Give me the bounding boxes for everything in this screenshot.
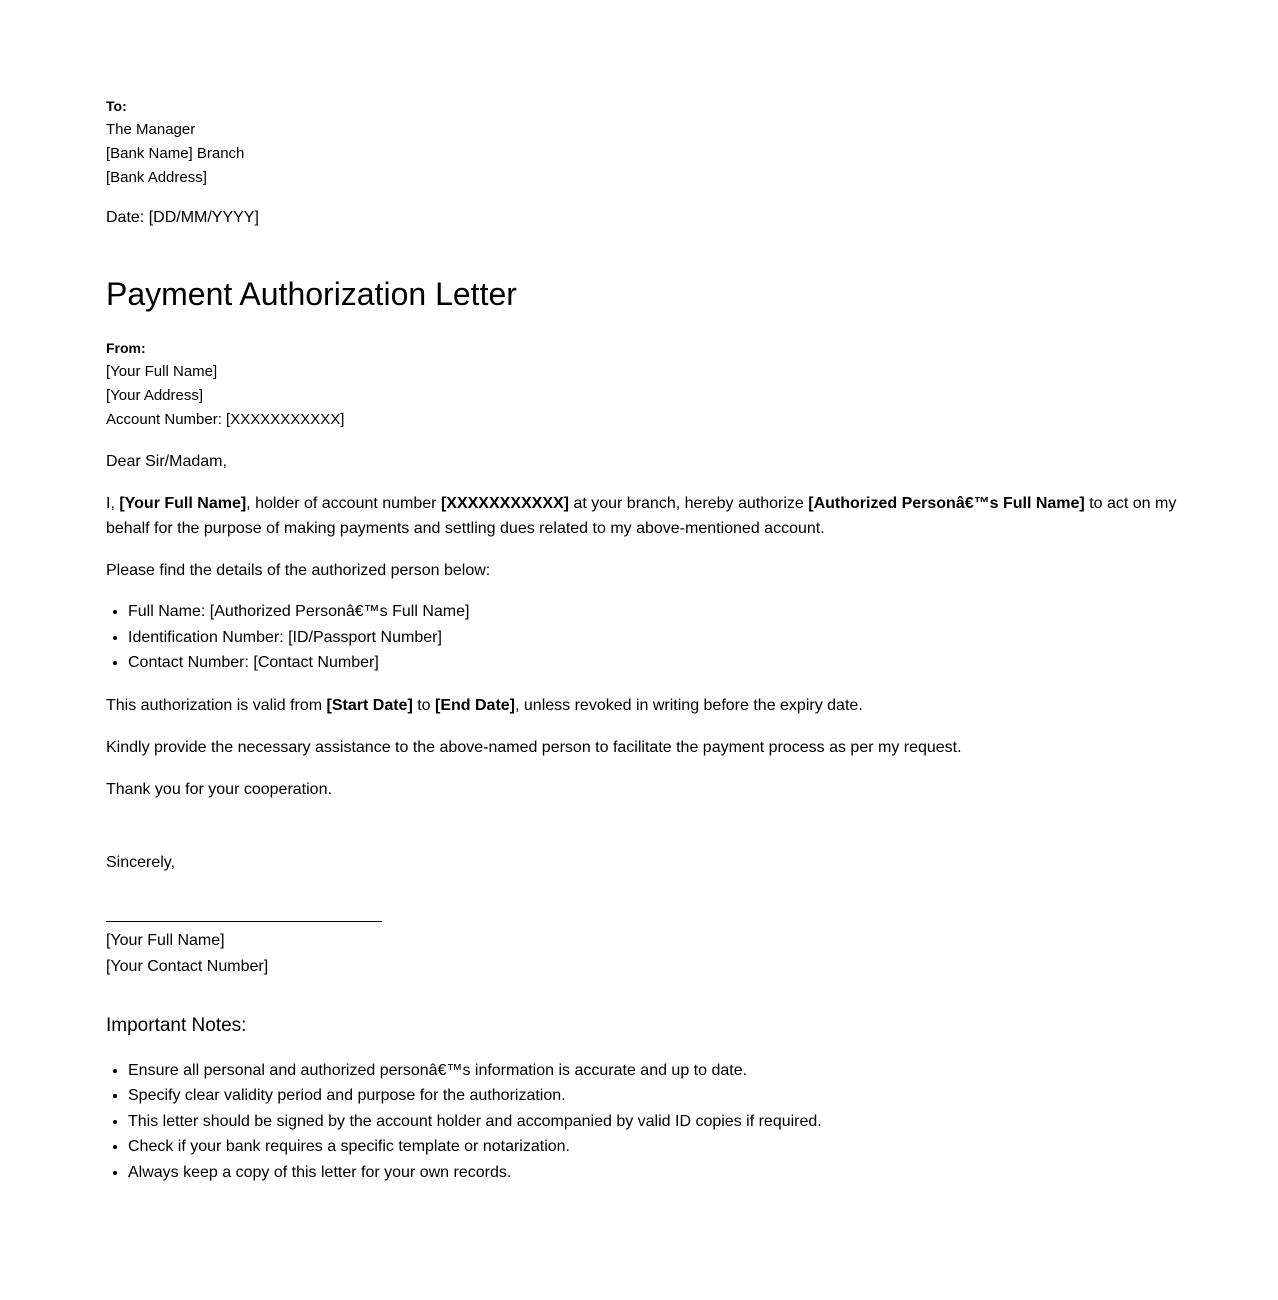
list-item: • Always keep a copy of this letter for your own records.	[128, 1160, 1178, 1186]
text-run: , unless revoked in writing before the expiry date.	[515, 696, 863, 714]
text-run: This authorization is valid from	[106, 696, 327, 714]
closing-sincerely: Sincerely,	[106, 853, 176, 871]
recipient-block	[106, 94, 1178, 190]
thanks-paragraph: Thank you for your cooperation.	[106, 780, 332, 798]
text-run: at your branch, hereby authorize	[569, 495, 809, 512]
sender-label: From:	[106, 340, 146, 356]
text-run: I,	[106, 495, 120, 512]
start-date: [Start Date]	[326, 696, 413, 714]
details-intro: Please find the details of the authorized person below:	[106, 562, 491, 579]
text-run: to	[412, 696, 435, 714]
authorized-person-name: [Authorized Personâ€™s Full Name]	[808, 495, 1085, 512]
assistance-paragraph: Kindly provide the necessary assistance to the above-named person to facilitate the payment process as per my request.	[106, 738, 962, 756]
salutation: Dear Sir/Madam,	[106, 453, 227, 470]
list-item: • Full Name: [Authorized Personâ€™s Full Name]	[128, 599, 1178, 625]
validity-paragraph	[106, 693, 1178, 718]
authorization-paragraph	[106, 491, 1178, 541]
letter-title: Payment Authorization Letter	[106, 276, 517, 312]
recipient-label: To:	[106, 98, 127, 114]
list-item: • Identification Number: [ID/Passport Number]	[128, 625, 1178, 651]
list-item: • Ensure all personal and authorized personâ€™s information is accurate and up to date.	[128, 1058, 1178, 1084]
sender-line: [Your Full Name]	[106, 363, 218, 380]
signature-block	[106, 928, 1178, 980]
recipient-line: [Bank Address]	[106, 169, 207, 186]
sender-block	[106, 336, 1178, 432]
sender-line: Account Number: [XXXXXXXXXXX]	[106, 411, 345, 428]
signer-name: [Your Full Name]	[106, 931, 225, 949]
account-number: [XXXXXXXXXXX]	[440, 495, 569, 512]
list-item: • Contact Number: [Contact Number]	[128, 650, 1178, 676]
list-item: • This letter should be signed by the account holder and accompanied by valid ID copies if required.	[128, 1109, 1178, 1135]
list-item: • Specify clear validity period and purpose for the authorization.	[128, 1083, 1178, 1109]
authorized-person-details	[106, 599, 1178, 676]
important-notes-list	[106, 1058, 1178, 1186]
account-holder-name: [Your Full Name]	[119, 495, 247, 512]
sender-line: [Your Address]	[106, 387, 204, 404]
text-run: to act on my behalf for the purpose of making payments and settling dues related to my above-mentioned account.	[106, 495, 1177, 537]
text-run: , holder of account number	[246, 495, 441, 512]
recipient-line: The Manager	[106, 121, 196, 138]
letter-date: Date: [DD/MM/YYYY]	[106, 209, 259, 226]
signer-contact: [Your Contact Number]	[106, 957, 269, 975]
recipient-line: [Bank Name] Branch	[106, 145, 245, 162]
list-item: • Check if your bank requires a specific template or notarization.	[128, 1134, 1178, 1160]
notes-heading: Important Notes:	[106, 1014, 247, 1036]
end-date: [End Date]	[435, 696, 515, 714]
signature-line	[106, 921, 382, 922]
